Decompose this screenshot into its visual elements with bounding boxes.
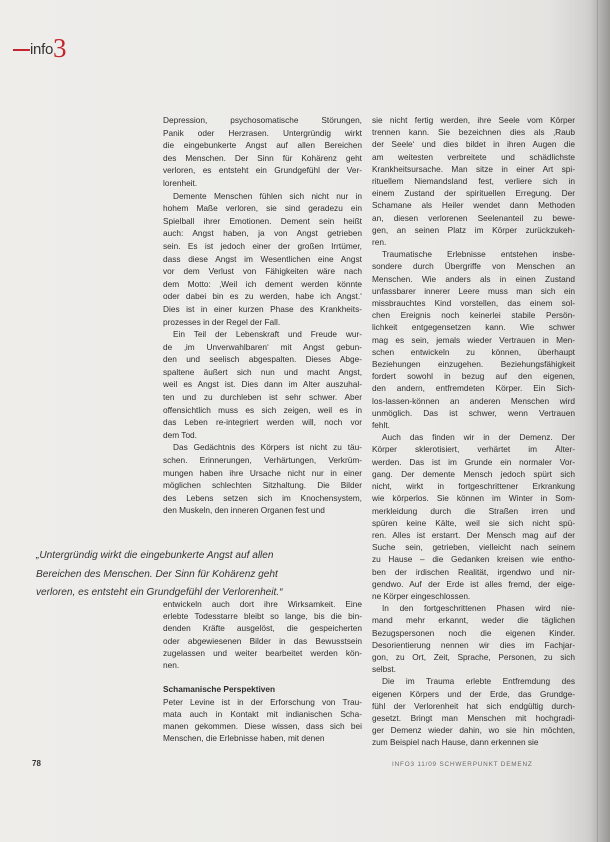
text-line: gendwo. Auf der Erde ist alles fremd, der eige- (372, 578, 575, 589)
text-line: schen entwickeln zu können, überhaupt (372, 346, 575, 357)
text-line: manen gekommen. Diese wissen, dass sich bei (163, 721, 362, 732)
column-1-upper (163, 114, 362, 517)
pull-quote (36, 547, 318, 603)
text-line: mungen haben ihre Ursache nicht nur in einer (163, 467, 362, 478)
text-line: fehlt. (372, 420, 390, 431)
text-line: mag es sein, jemals wieder Vertrauen in Men- (372, 334, 575, 345)
text-line: weil es Angst ist. Dies dann im Alter auszuhal- (163, 379, 362, 390)
text-line: lorenheit. (163, 177, 198, 188)
text-line: an, diesen verlorenen Seelenanteil zu bewe- (372, 212, 575, 223)
text-line: Krankheitsursache. Man sitze in einer Art spi- (372, 163, 575, 174)
text-line: Beziehungen einzugehen. Beziehungsfähigkeit (372, 359, 575, 370)
text-line: nen. (163, 660, 180, 671)
text-line: merkleidung durch die Straßen irren und (372, 505, 575, 516)
text-line: ben der irdischen Realität, irgendwo und nir- (372, 566, 575, 577)
text-line: Ein Teil der Lebenskraft und Freude wur- (173, 329, 362, 340)
text-line: den und seelisch abgespalten. Dieses Abge- (163, 354, 362, 365)
text-line: sie nicht fertig werden, ihre Seele vom Körper (372, 115, 575, 125)
text-line: fühl der Verlorenheit hat sich endgültig durch- (372, 700, 575, 711)
text-line: den Muskeln, den inneren Organen fest und (163, 505, 325, 516)
heading-text: Schamanische Perspektiven (163, 684, 276, 695)
text-line: lichkeit entgegensetzen kann. Wie schwer (372, 322, 575, 333)
logo-text: info (30, 41, 53, 58)
text-line: entwickeln auch dort ihre Wirksamkeit. Eine (163, 599, 362, 609)
text-line: gesetzt. Bringt man Menschen mit hochgradi- (372, 712, 575, 723)
text-line: zu Hause – die Gedanken kreisen wie entho- (372, 554, 575, 565)
text-line: des Menschen. Der Sinn für Kohärenz geht (163, 152, 362, 163)
section-heading (163, 683, 362, 695)
text-line: los-lassen-können an anderen Menschen wird (372, 395, 575, 406)
text-line: Menschen, die Erlebnisse haben, mit denen (163, 733, 325, 744)
logo-number: 3 (53, 33, 67, 63)
text-line: sondere durch Übergriffe von Menschen an (372, 261, 575, 272)
text-line: Körper sklerotisiert, verhärtet im Älter- (372, 444, 575, 455)
text-line: schen. Erinnerungen, Verhärtungen, Verkrüm- (163, 455, 362, 466)
text-line: Das Gedächtnis des Körpers ist nicht zu täu- (173, 442, 362, 453)
scan-edge-shadow (590, 0, 610, 842)
text-line: mata auch in Kontakt mit indianischen Scha- (163, 708, 362, 719)
text-line: Peter Levine ist in der Erforschung von Trau- (163, 696, 362, 707)
text-line: ten und zu durchleben ist sehr schwer. Aber (163, 392, 362, 403)
paragraph (372, 114, 575, 248)
text-line: der Seele‘ und dies bildet in ihren Augen die (372, 139, 575, 150)
paragraph (163, 441, 362, 517)
pull-quote-line: Bereichen des Menschen. Der Sinn für Kohärenz geht (36, 568, 278, 580)
paragraph (372, 248, 575, 431)
text-line: Auch das finden wir in der Demenz. Der (382, 432, 575, 443)
paragraph (163, 328, 362, 441)
text-line: Bezugspersonen noch die eigenen Kinder. (372, 627, 575, 638)
text-line: oder abgewiesenen Bilder in das Bewusstsein (163, 635, 362, 646)
text-line: zugelassen und weiter bearbeitet werden kön- (163, 647, 362, 658)
text-line: Depression, psychosomatische Störungen, (163, 115, 362, 125)
text-line: dem Tod. (163, 429, 197, 440)
text-line: denden Kräfte ausgelöst, die gespeicherten (163, 623, 362, 634)
paragraph (163, 190, 362, 329)
text-line: gon, zu Ort, Zeit, Sprache, Personen, zu sich (372, 651, 575, 662)
text-line: Demente Menschen fühlen sich nicht nur in (173, 190, 362, 201)
page-number: 78 (32, 759, 41, 768)
text-line: In den fortgeschrittenen Phasen wird nie- (382, 603, 575, 614)
text-line: werden. Das ist im Grunde ein normaler Vor- (372, 456, 575, 467)
text-line: vor dem Verlust von Fähigkeiten wäre nach (163, 266, 362, 277)
text-line: gang. Der demente Mensch jedoch spürt sich (372, 468, 575, 479)
paragraph (163, 598, 362, 671)
text-line: selbst. (372, 664, 396, 675)
text-line: ren. (372, 237, 387, 248)
paragraph (163, 696, 362, 745)
text-line: Panik oder Herzrasen. Untergründig wirkt (163, 127, 362, 138)
paragraph (372, 602, 575, 675)
text-line: die eingebunkerte Angst auf allen Bereichen (163, 140, 362, 151)
column-1-lower (163, 598, 362, 744)
page-edge-line (597, 0, 598, 842)
text-line: ger Demenz wieder dahin, wo sie hin möchten, (372, 725, 575, 736)
text-line: dass diese Angst im Wesentlichen eine Angst (163, 253, 362, 264)
text-line: gen, an seinen Platz im Körper zurückzukeh- (372, 224, 575, 235)
text-line: Dies ist in einer kurzen Phase des Krankheits- (163, 303, 362, 314)
text-line: nicht, wirkt in fortgeschrittener Erkrankung (372, 481, 575, 492)
pull-quote-line: „Untergründig wirkt die eingebunkerte Angst auf allen (36, 550, 274, 561)
text-line: hohem Maße verloren, sie sind geradezu ein (163, 203, 362, 214)
column-2 (372, 114, 575, 749)
text-line: am weitesten verbreitete und schädlichste (372, 151, 575, 162)
text-line: wie körperlos. Sie können im Winter in Som- (372, 493, 575, 504)
text-line: de ‚im Unverwahlbaren‘ mit Angst gebun- (163, 341, 362, 352)
text-line: spüren keine Kälte, weil sie sich nicht spü- (372, 517, 575, 528)
paragraph (163, 114, 362, 190)
text-line: des Lebens setzen sich im Knochensystem, (163, 492, 362, 503)
text-line: prozesses in der Regel der Fall. (163, 316, 281, 327)
text-line: Spielball ihrer Emotionen. Dement sein heißt (163, 215, 362, 226)
text-line: verloren, es entsteht ein Grundgefühl der Ver- (163, 165, 362, 176)
text-line: Die im Trauma erlebte Entfremdung des (382, 676, 575, 687)
text-line: Menschen. Wie anders als in einen Zustand (372, 273, 575, 284)
text-line: trennen kann. Sie bezeichnen dies als ‚Raub (372, 127, 575, 138)
running-title: INFO3 11/09 SCHWERPUNKT DEMENZ (392, 761, 533, 768)
text-line: unmöglich. Das ist schwer, wenn Vertrauen (372, 407, 575, 418)
text-line: zum Beispiel nach Hause, dann erkennen sie (372, 737, 539, 748)
text-line: einem Zustand der spirituellen Erregung. Der (372, 188, 575, 199)
text-line: fordert sowohl in bezug auf den eigenen, (372, 371, 575, 382)
paragraph (372, 431, 575, 602)
text-line: das Leben re-integriert werden will, noch vor (163, 417, 362, 428)
text-line: erlebte Todesstarre bleibt so lange, bis die bin- (163, 611, 362, 622)
paragraph (372, 675, 575, 748)
text-line: ren. Alles ist erstarrt. Der Mensch mag auf der (372, 529, 575, 540)
text-line: unfassbarer innerer Leere muss man sich ein (372, 285, 575, 296)
text-line: dem Motto: ‚Weil ich dement werden könnte (163, 278, 362, 289)
text-line: offensichtlich muss es sich zeigen, weil es in (163, 404, 362, 415)
text-line: missbrauchtes Kind vorstellen, das einem sol- (372, 298, 575, 309)
text-line: Traumatische Erlebnisse entstehen insbe- (382, 249, 575, 260)
text-line: auch: Angst haben, ja von Angst getrieben (163, 228, 362, 239)
pull-quote-line: verloren, es entsteht ein Grundgefühl der Verlorenheit.“ (36, 587, 283, 599)
text-line: rituellem Niemandsland fest, verliere sich in (372, 176, 575, 187)
text-line: chen Ereignis noch keinerlei stabile Persön- (372, 310, 575, 321)
text-line: den andern, entfremdeten Körper. Ein Sich- (372, 383, 575, 394)
magazine-logo (30, 30, 67, 63)
text-line: Desorientierung nennen wir dies im Fachjar- (372, 639, 575, 650)
text-line: möglichen schlechten Sitzhaltung. Die Bilder (163, 480, 362, 491)
logo-rule (13, 49, 30, 51)
text-line: eigenen Körpers und der Erde, das Grundge- (372, 688, 575, 699)
text-line: ne Körper eingeschlossen. (372, 590, 471, 601)
text-line: spaltene äußert sich nun und macht Angst, (163, 366, 362, 377)
text-line: oder dabei bin es zu werden, habe ich Angst.‘ (163, 291, 362, 302)
text-line: mand mehr erkannt, weder die täglichen (372, 615, 575, 626)
text-line: sein. Es ist jedoch einer der großen Irrtümer, (163, 240, 362, 251)
text-line: Suche sein, getrieben, vielleicht nach seinem (372, 542, 575, 553)
text-line: Schamane als Heiler wendet dann Methoden (372, 200, 575, 211)
